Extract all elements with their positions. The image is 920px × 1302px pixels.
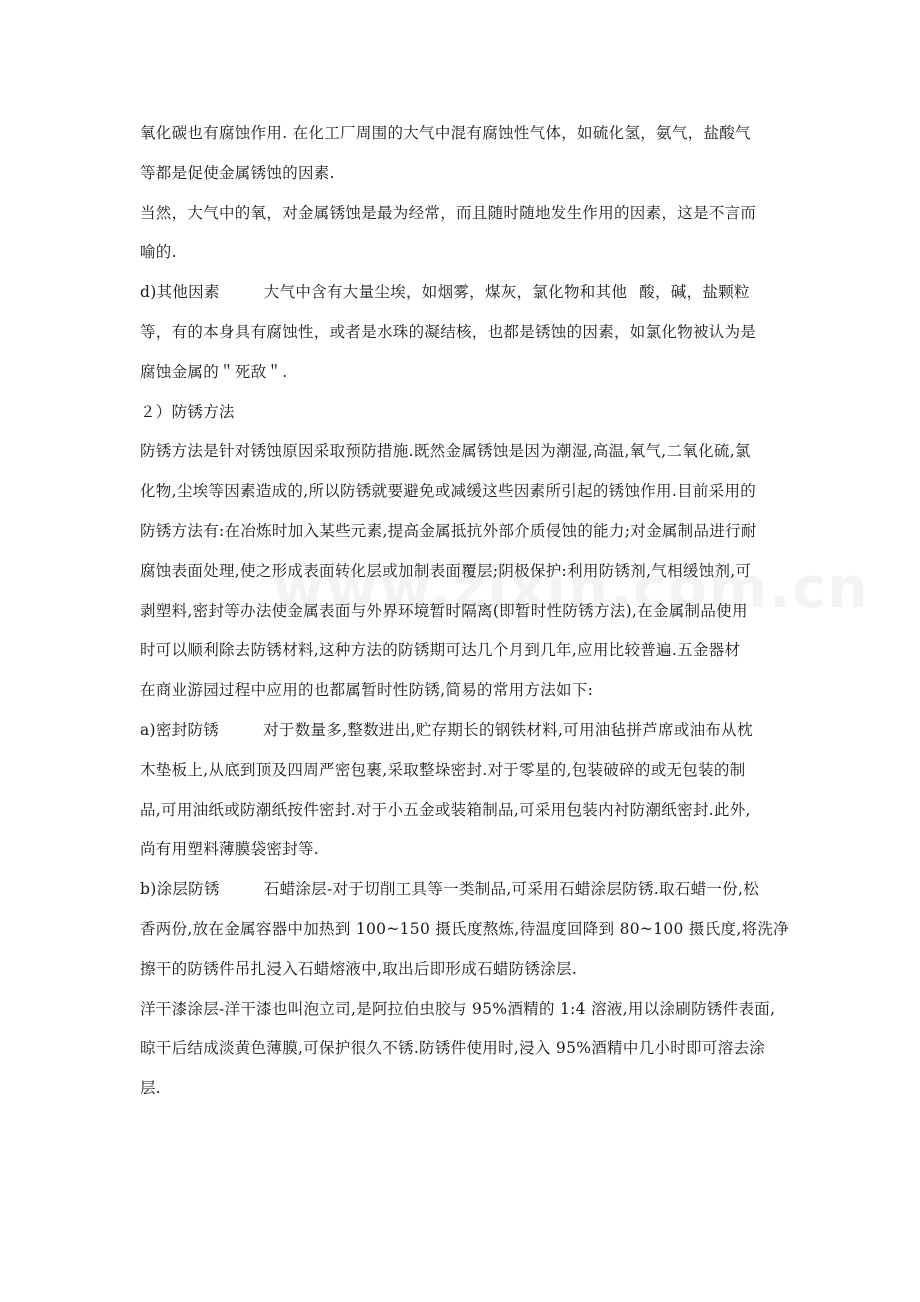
text-line: 等都是促使金属锈蚀的因素. [140,163,335,182]
text-line: 腐蚀表面处理,使之形成表面转化层或加制表面覆层;阴极保护:利用防锈剂,气相缓蚀剂,可 [140,561,752,580]
text-line: 尚有用塑料薄膜袋密封等. [140,840,320,859]
text-line: 氧化碳也有腐蚀作用. 在化工厂周围的大气中混有腐蚀性气体，如硫化氢，氨气，盐酸气 [140,124,751,142]
text-line: 当然，大气中的氧，对金属锈蚀是最为经常，而且随时随地发生作用的因素，这是不言而 [140,203,757,222]
subheading-text: 石蜡涂层-对于切削工具等一类制品,可采用石蜡涂层防锈.取石蜡一份,松 [263,880,760,899]
text-line: 防锈方法是针对锈蚀原因采取预防措施.既然金属锈蚀是因为潮湿,高温,氧气,二氧化硫,氯 [140,442,751,461]
subheading-text: 对于数量多,整数进出,贮存期长的钢铁材料,可用油毡拼芦席或油布从枕 [263,720,753,739]
subheading-text: 大气中含有大量尘埃，如烟雾，煤灰，氯化物和其他 [263,283,628,302]
subheading-other-factors: d)其他因素 [140,283,220,302]
body-text [140,114,790,1109]
text-line: 时可以顺利除去防锈材料,这种方法的防锈期可达几个月到几年,应用比较普遍.五金器材 [140,641,741,660]
text-line: 洋干漆涂层-洋干漆也叫泡立司,是阿拉伯虫胶与 95%酒精的 1:4 溶液,用以涂刷防锈件表面, [140,999,776,1018]
text-line: 木垫板上,从底到顶及四周严密包裹,采取整垛密封.对于零星的,包装破碎的或无包装的制 [140,760,746,779]
text-line: 化物,尘埃等因素造成的,所以防锈就要避免或减缓这些因素所引起的锈蚀作用.目前采用的 [140,482,757,501]
text-line: 等，有的本身具有腐蚀性，或者是水珠的凝结核，也都是锈蚀的因素，如氯化物被认为是 [140,322,757,341]
text-line-heading-d [140,273,790,313]
text-line: 剥塑料,密封等办法使金属表面与外界环境暂时隔离(即暂时性防锈方法),在金属制品使用 [140,601,748,620]
text-line-heading-b [140,870,790,910]
text-line: 腐蚀金属的＂死敌＂. [140,362,288,381]
text-line: 防锈方法有:在冶炼时加入某些元素,提高金属抵抗外部介质侵蚀的能力;对金属制品进行耐 [140,521,757,540]
text-line: 层. [140,1079,162,1098]
text-line-heading-a [140,711,790,751]
section-heading-rust-prevention: ２）防锈方法 [140,402,235,421]
subheading-sealing: a)密封防锈 [140,720,220,739]
text-line: 香两份,放在金属容器中加热到 100~150 摄氏度熬炼,待温度回降到 80~100 摄氏度,将洗净 [140,919,789,938]
text-line: 品,可用油纸或防潮纸按件密封.对于小五金或装箱制品,可采用包装内衬防潮纸密封.此外, [140,800,751,819]
subheading-coating: b)涂层防锈 [140,880,220,899]
text-line: 擦干的防锈件吊扎浸入石蜡熔液中,取出后即形成石蜡防锈涂层. [140,959,578,978]
text-line: 晾干后结成淡黄色薄膜,可保护很久不锈.防锈件使用时,浸入 95%酒精中几小时即可溶去涂 [140,1039,766,1058]
subheading-text-continued: 酸，碱，盐颗粒 [639,283,750,302]
text-line: 喻的. [140,243,177,262]
text-line: 在商业游园过程中应用的也都属暂时性防锈,简易的常用方法如下: [140,681,594,700]
